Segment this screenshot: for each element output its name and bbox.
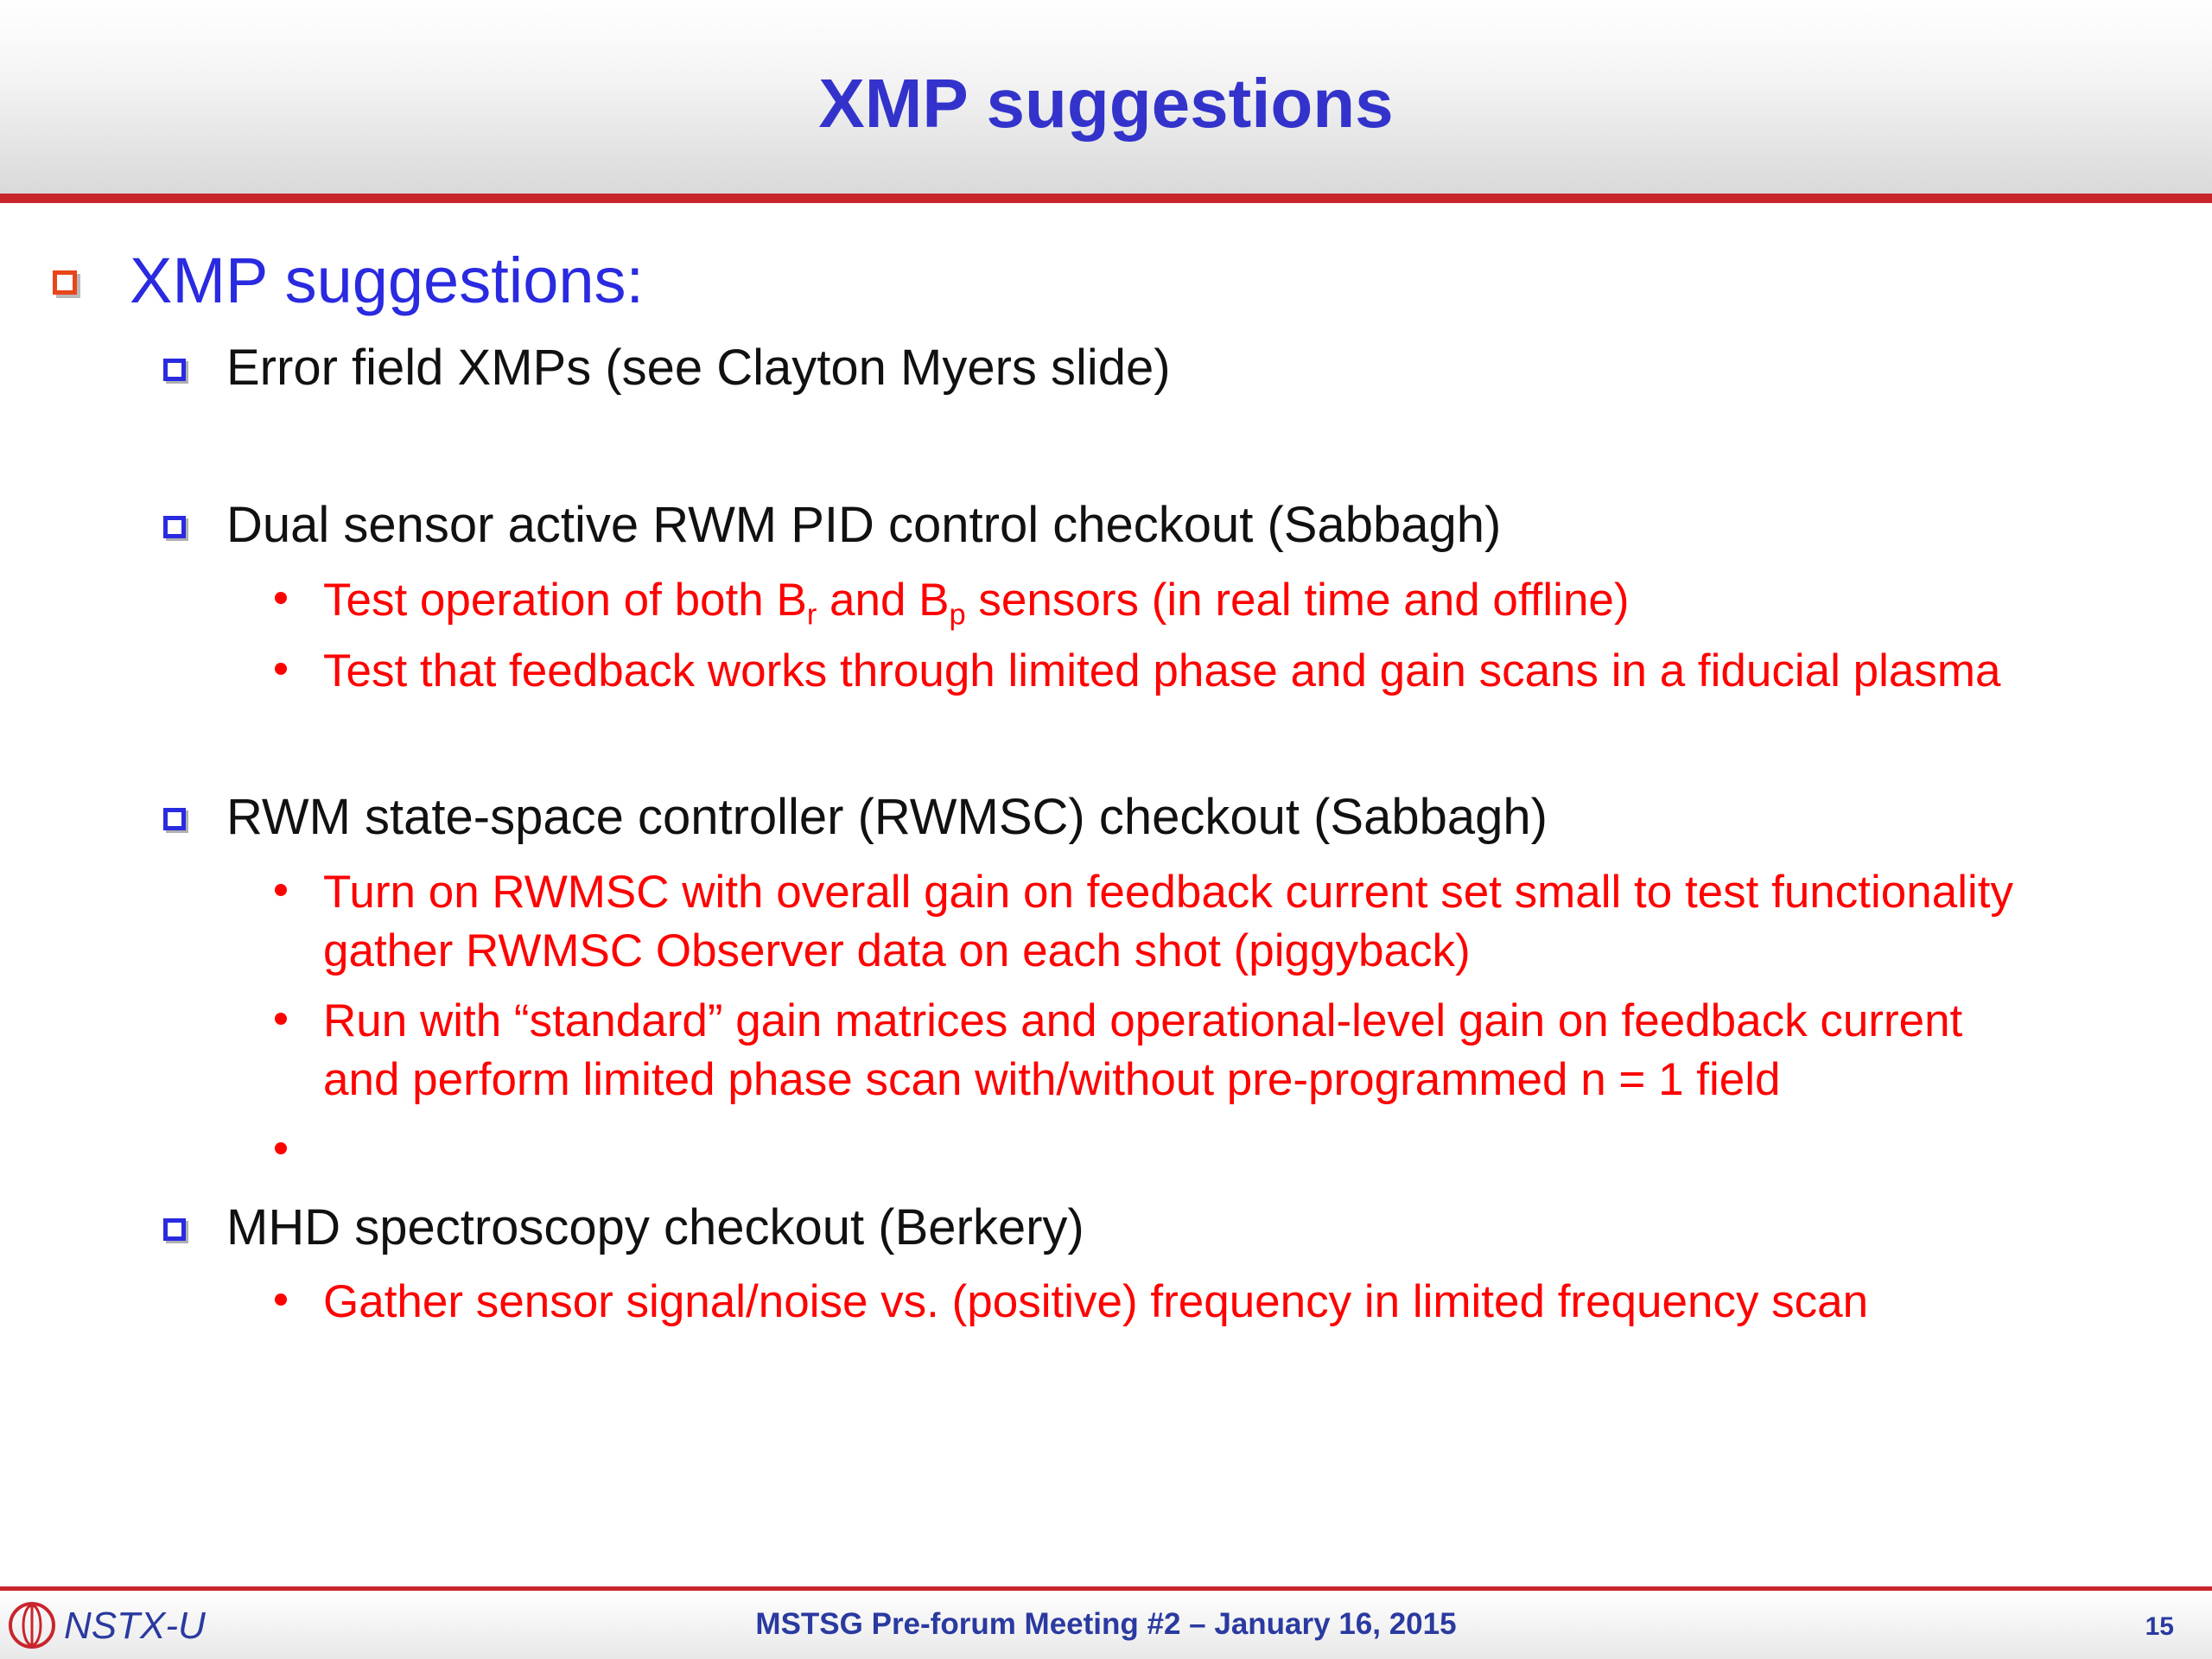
sub-bullet-test-operation: Test operation of both $B_r$ and $B_p$ sensors (in real time and offline) — [323, 575, 1630, 632]
blue-square-bullet-icon — [163, 359, 186, 381]
sub-bullet-test-feedback: Test that feedback works through limited phase and gain scans in a fiducial plasma — [323, 645, 2001, 696]
slide-title: XMP suggestions — [818, 65, 1394, 142]
sub-bullet-run-standard-cont: and perform limited phase scan with/without pre-programmed n = 1 field — [323, 1054, 1781, 1105]
list-item-rwmsc: RWM state-space controller (RWMSC) checkout (Sabbagh) — [226, 789, 1548, 845]
sub-bullet-turn-on-rwmsc: Turn on RWMSC with overall gain on feedback current set small to test functionality — [323, 867, 2013, 918]
red-round-bullet-icon — [275, 1294, 287, 1306]
page-number: 15 — [2145, 1612, 2174, 1641]
red-round-bullet-icon — [275, 1142, 287, 1154]
footer-org-name: NSTX-U — [64, 1605, 206, 1647]
blue-square-bullet-icon — [163, 1218, 186, 1241]
sub-bullet-run-standard: Run with “standard” gain matrices and operational-level gain on feedback current — [323, 995, 1963, 1046]
footer-meeting: MSTSG Pre-forum Meeting #2 – January 16, 2015 — [755, 1607, 1457, 1641]
red-round-bullet-icon — [275, 592, 287, 604]
list-item-mhd-spectroscopy: MHD spectroscopy checkout (Berkery) — [226, 1199, 1084, 1255]
blue-square-bullet-icon — [163, 516, 186, 538]
red-round-bullet-icon — [275, 1013, 287, 1025]
blue-square-bullet-icon — [163, 808, 186, 830]
sub-bullet-turn-on-rwmsc-cont: gather RWMSC Observer data on each shot (piggyback) — [323, 925, 1471, 976]
list-item-dual-sensor: Dual sensor active RWM PID control checkout (Sabbagh) — [226, 497, 1502, 553]
orange-square-bullet-icon — [53, 270, 77, 295]
red-round-bullet-icon — [275, 663, 287, 675]
red-round-bullet-icon — [275, 884, 287, 896]
section-heading: XMP suggestions: — [130, 245, 645, 316]
title-divider — [0, 194, 2212, 203]
sub-bullet-gather-sensor: Gather sensor signal/noise vs. (positive) frequency in limited frequency scan — [323, 1276, 1869, 1327]
list-item-error-field: Error field XMPs (see Clayton Myers slide) — [226, 340, 1171, 396]
